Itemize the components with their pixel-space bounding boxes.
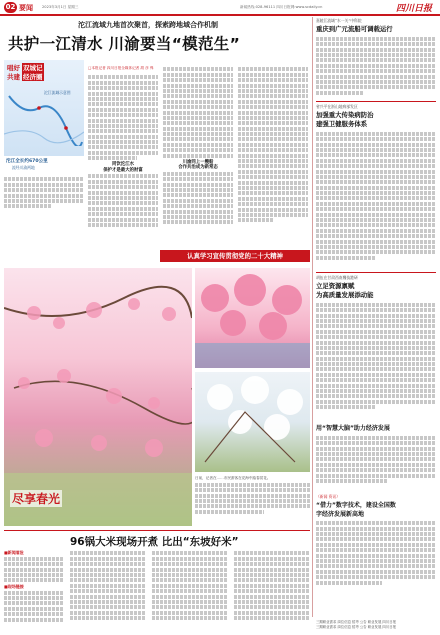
bottom-title: 96锅大米现场开煮 比出“东坡好米” xyxy=(70,536,239,548)
map-label: 沱江流域示意图 xyxy=(44,90,71,95)
subhead-2b: 合作共治成为新常态 xyxy=(178,165,218,171)
blossom-photo-left xyxy=(4,268,192,526)
page-number-badge xyxy=(4,2,17,13)
footer-line-2: 三期职业需求 岗位信息 招考 公告 职业发展 四川日报 xyxy=(316,625,396,629)
page-footer xyxy=(316,620,436,634)
blossom-branches-graphic xyxy=(4,268,192,526)
lead-title: 共护一江清水 川渝要当“模范生” xyxy=(8,35,241,53)
item2-body xyxy=(316,130,436,270)
right-column xyxy=(316,18,436,618)
map-panel xyxy=(4,60,84,156)
item1-body xyxy=(316,35,436,99)
lead-body-col1 xyxy=(88,74,158,246)
spring-title: 尽享春光 xyxy=(12,492,61,506)
subhead-1b: 保护才是最大的财富 xyxy=(103,167,143,173)
spring-caption xyxy=(195,476,310,526)
badge-line4: 经济圈 xyxy=(23,73,43,81)
item1-title: 重庆到广元流船可调载运行 xyxy=(316,25,393,34)
badge-line2: 双城记 xyxy=(23,64,43,72)
theme-banner-text: 认真学习宣传贯彻党的二十大精神 xyxy=(187,252,283,260)
side-head-1: ■新闻眉批 xyxy=(4,550,24,555)
item2-title-2: 建强卫健服务体系 xyxy=(316,120,368,129)
bottom-body-col2 xyxy=(152,550,228,630)
header-rule xyxy=(0,14,440,16)
item2-title: 加强重大传染病防治 xyxy=(316,111,374,120)
lead-body-col3 xyxy=(238,66,308,246)
column-badge xyxy=(7,63,51,87)
item3-body xyxy=(316,301,436,421)
page-header xyxy=(0,0,440,15)
issue-date: 2023年3月1日 星期三 xyxy=(42,5,79,9)
lead-kicker: 沱江流域九地首次聚首，探索跨地域合作机制 xyxy=(78,21,218,29)
badge-line3: 共建 xyxy=(7,73,20,81)
theme-banner xyxy=(160,250,310,262)
map-caption xyxy=(4,176,84,220)
map-stat-sub: 流经川渝两地 xyxy=(12,165,35,170)
item5-kicker: （新闻 资讯） xyxy=(316,494,340,500)
side-head-2: ■现场链接 xyxy=(4,583,24,589)
item5-title-2: 字经济发展新高地 xyxy=(316,510,365,518)
masthead: 四川日报 xyxy=(396,4,433,14)
bottom-body-col3 xyxy=(234,550,310,630)
lead-body-col2 xyxy=(163,66,233,246)
item3-title-2: 为高质量发展添动能 xyxy=(316,291,374,300)
item4-body xyxy=(316,434,436,494)
spring-caption-text: 日前，记者在……市民游客在花海中踏春赏花。 xyxy=(195,476,271,480)
lead-byline: □本报记者 四川日报全媒体记者 胡 彦 殊 xyxy=(88,66,154,70)
bottom-side-column xyxy=(4,550,64,630)
subhead-2: 川渝同上一艘船 xyxy=(182,159,214,165)
item3-title: 立足资源禀赋 xyxy=(316,282,355,291)
column-divider xyxy=(312,17,313,617)
item5-title: “借力”数字技术，建设全国数 xyxy=(316,501,396,509)
item5-body xyxy=(316,520,436,600)
blossom-photo-top-right xyxy=(195,268,310,368)
item4-title: 用“智慧大脑”助力经济发展 xyxy=(316,425,390,433)
hotline: 新闻热线:028-96111 四川日报网:www.scdaily.cn xyxy=(240,5,323,9)
footer-line-1: 三期职业需求 岗位信息 招考 公告 职业发展 四川日报 xyxy=(316,620,396,624)
blossom-tree-graphic xyxy=(195,268,310,368)
section-name: 要闻 xyxy=(19,4,33,12)
page-number: 02 xyxy=(5,3,16,11)
white-blossom-graphic xyxy=(195,372,310,472)
map-stat: 沱江全长约670公里 xyxy=(6,159,48,164)
item3-kicker: 胡伍在甘肃西南鹰技港研 xyxy=(316,275,358,280)
item2-kicker: 省兴平在浙山地病部发区 xyxy=(316,104,358,109)
badge-line1: 唱好 xyxy=(7,64,20,72)
item1-kicker: 嘉陵江流域“水一关”中科院 xyxy=(316,18,362,23)
bottom-body-col1 xyxy=(70,550,146,630)
bottom-rule xyxy=(4,530,310,531)
blossom-photo-bottom-right xyxy=(195,372,310,472)
subhead-1: 同饮沱江水 xyxy=(112,162,134,168)
